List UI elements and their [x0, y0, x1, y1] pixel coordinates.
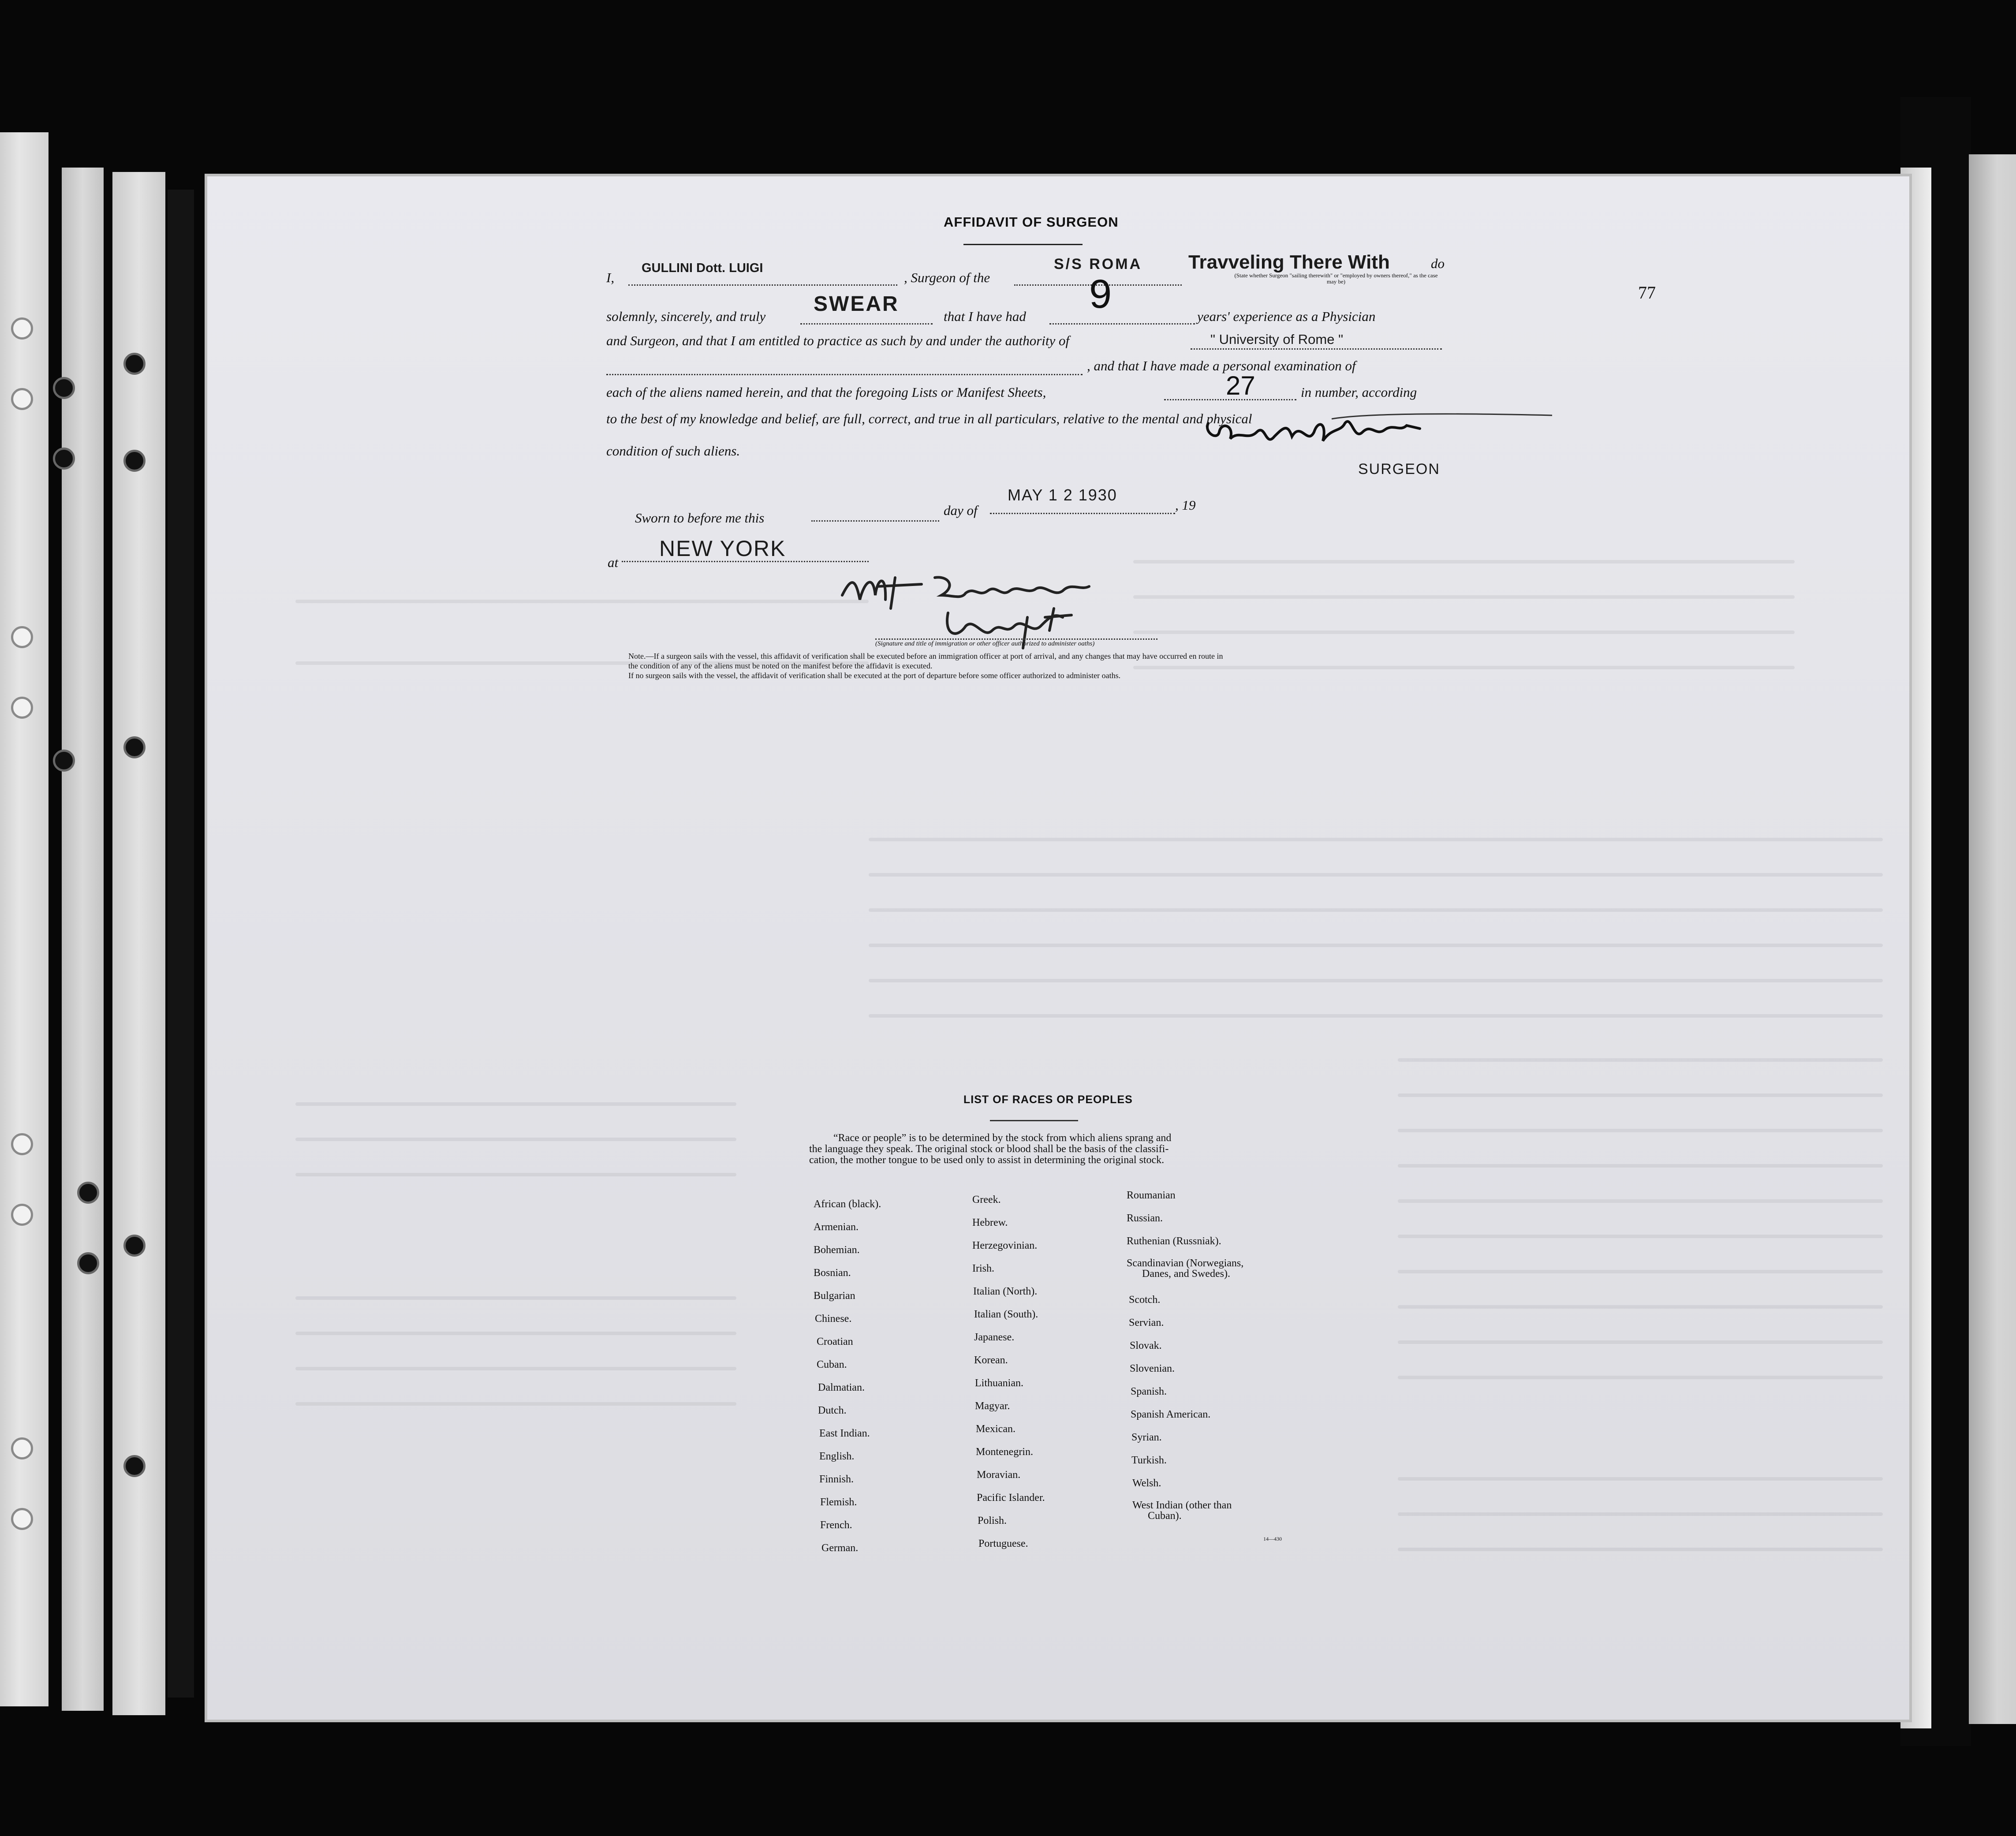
- race-item: Dalmatian.: [818, 1382, 865, 1393]
- punch-hole: [11, 697, 33, 719]
- race-item: Roumanian: [1127, 1190, 1176, 1201]
- years-value: 9: [1089, 272, 1112, 317]
- place-stamp: NEW YORK: [659, 536, 786, 561]
- line1-surgeon-of: , Surgeon of the: [904, 270, 990, 285]
- race-item: Korean.: [974, 1355, 1008, 1366]
- race-item: Japanese.: [974, 1332, 1015, 1343]
- travelling-stamp: Travveling There With: [1188, 251, 1390, 273]
- punch-hole: [11, 1437, 33, 1459]
- surgeon-name-rule: [628, 284, 897, 286]
- manifest-page: [207, 176, 1909, 1720]
- vessel-name: S/S ROMA: [1054, 256, 1142, 272]
- race-item: Cuban).: [1148, 1510, 1182, 1522]
- race-item: Irish.: [972, 1263, 994, 1274]
- race-item: Lithuanian.: [975, 1377, 1023, 1389]
- race-item: Mexican.: [976, 1423, 1015, 1435]
- line7: condition of such aliens.: [606, 443, 740, 459]
- state-whether-note: (State whether Surgeon "sailing therewith" or "employed by owners thereof," as the case may be): [1234, 272, 1438, 285]
- races-intro-3: cation, the mother tongue to be used only to assist in determining the original stock.: [809, 1154, 1165, 1166]
- race-item: Turkish.: [1131, 1455, 1167, 1466]
- race-item: Herzegovinian.: [972, 1240, 1038, 1251]
- note-line3: If no surgeon sails with the vessel, the affidavit of verification shall be executed at the port of departure before some officer authorized to administer oaths.: [628, 671, 1121, 680]
- race-item: West Indian (other than: [1132, 1500, 1232, 1511]
- authority-cont-rule: [606, 374, 1083, 375]
- line2-prefix: solemnly, sincerely, and truly: [606, 309, 766, 324]
- bleed-through-rows: [207, 176, 1909, 1720]
- authority-value: " University of Rome ": [1210, 332, 1344, 347]
- race-item: East Indian.: [819, 1428, 870, 1439]
- race-item: Scotch.: [1129, 1294, 1161, 1306]
- races-title-underline: [990, 1120, 1078, 1121]
- left-page-strip: [62, 168, 104, 1711]
- race-item: Slovak.: [1130, 1340, 1162, 1351]
- race-item: Cuban.: [817, 1359, 847, 1370]
- form-number: 14—430: [1263, 1536, 1282, 1542]
- race-item: Polish.: [978, 1515, 1007, 1526]
- right-page-strip: [1969, 154, 2016, 1724]
- punch-hole: [53, 750, 75, 772]
- swear-rule: [800, 323, 933, 325]
- sworn-month-rule: [990, 513, 1175, 514]
- affidavit-title: AFFIDAVIT OF SURGEON: [944, 214, 1119, 230]
- line2-mid: that I have had: [944, 309, 1026, 324]
- authority-rule: [1191, 348, 1442, 350]
- race-item: Dutch.: [818, 1405, 847, 1416]
- punch-hole: [11, 1508, 33, 1530]
- line5-prefix: each of the aliens named herein, and that the foregoing Lists or Manifest Sheets,: [606, 384, 1046, 400]
- left-page-strip: [112, 172, 165, 1715]
- race-item: Hebrew.: [972, 1217, 1008, 1228]
- punch-hole: [77, 1182, 99, 1204]
- sworn-day-rule: [811, 520, 939, 522]
- note-line1: Note.—If a surgeon sails with the vessel, this affidavit of verification shall be executed before an immigration officer at port of arrival, and any changes that may have occurred en route in: [628, 652, 1223, 661]
- race-item: Chinese.: [815, 1313, 852, 1325]
- punch-hole: [77, 1252, 99, 1274]
- surgeon-name: GULLINI Dott. LUIGI: [642, 261, 763, 275]
- race-item: Greek.: [972, 1194, 1001, 1205]
- race-item: Armenian.: [814, 1221, 859, 1233]
- race-item: Italian (South).: [974, 1309, 1038, 1320]
- title-underline: [963, 244, 1083, 245]
- race-item: Danes, and Swedes).: [1142, 1268, 1230, 1280]
- line1-i: I,: [606, 270, 615, 285]
- race-item: Welsh.: [1132, 1478, 1161, 1489]
- race-item: Montenegrin.: [976, 1446, 1033, 1458]
- page-number: 77: [1638, 283, 1656, 302]
- officer-caption: (Signature and title of immigration or other officer authorized to administer oaths): [875, 640, 1095, 647]
- race-item: Pacific Islander.: [977, 1492, 1045, 1504]
- punch-hole: [11, 1133, 33, 1155]
- race-item: Spanish American.: [1131, 1409, 1211, 1420]
- race-item: Portuguese.: [978, 1538, 1028, 1549]
- sworn-at: at: [608, 555, 619, 570]
- race-item: Russian.: [1127, 1213, 1163, 1224]
- punch-hole: [123, 450, 146, 472]
- surgeon-label: SURGEON: [1358, 461, 1440, 478]
- line1-do: do: [1431, 256, 1445, 271]
- race-item: Magyar.: [975, 1400, 1010, 1412]
- race-item: Ruthenian (Russniak).: [1127, 1235, 1221, 1247]
- note-line2: the condition of any of the aliens must be noted on the manifest before the affidavit is executed.: [628, 661, 933, 670]
- race-item: Servian.: [1129, 1317, 1164, 1328]
- line2-suffix: years' experience as a Physician: [1197, 309, 1376, 324]
- race-item: Spanish.: [1131, 1386, 1167, 1397]
- punch-hole: [11, 626, 33, 648]
- line4-suffix: , and that I have made a personal examination of: [1087, 358, 1356, 373]
- date-stamp: MAY 1 2 1930: [1008, 486, 1117, 504]
- race-item: Syrian.: [1131, 1432, 1162, 1443]
- punch-hole: [53, 448, 75, 470]
- race-item: Finnish.: [819, 1474, 854, 1485]
- race-item: African (black).: [814, 1198, 881, 1210]
- line6: to the best of my knowledge and belief, are full, correct, and true in all particulars, relative to the mental and physical: [606, 411, 1252, 426]
- punch-hole: [123, 736, 146, 758]
- punch-hole: [123, 353, 146, 375]
- sheets-count: 27: [1226, 371, 1255, 400]
- punch-hole: [123, 1455, 146, 1477]
- years-rule: [1049, 323, 1195, 325]
- punch-hole: [11, 317, 33, 340]
- left-page-strip: [0, 132, 49, 1706]
- sworn-day-of: day of: [944, 503, 978, 518]
- race-item: Bosnian.: [814, 1267, 851, 1279]
- sworn-prefix: Sworn to before me this: [635, 510, 765, 526]
- race-item: English.: [819, 1451, 855, 1462]
- race-item: Bohemian.: [814, 1244, 860, 1256]
- punch-hole: [11, 388, 33, 410]
- races-intro-2: the language they speak. The original stock or blood shall be the basis of the classifi-: [809, 1143, 1169, 1155]
- punch-hole: [123, 1235, 146, 1257]
- officer-rule: [875, 638, 1157, 640]
- punch-hole: [11, 1204, 33, 1226]
- race-item: Bulgarian: [814, 1290, 855, 1302]
- line5-suffix: in number, according: [1301, 384, 1417, 400]
- race-item: Italian (North).: [973, 1286, 1038, 1297]
- race-item: Slovenian.: [1130, 1363, 1175, 1374]
- race-item: Moravian.: [977, 1469, 1021, 1481]
- swear-stamp: SWEAR: [814, 292, 899, 316]
- sworn-year: , 19: [1175, 497, 1196, 513]
- race-item: Flemish.: [820, 1496, 857, 1508]
- races-title: LIST OF RACES OR PEOPLES: [963, 1093, 1133, 1106]
- line3-prefix: and Surgeon, and that I am entitled to practice as such by and under the authority of: [606, 333, 1070, 348]
- binding-shadow: [168, 190, 194, 1698]
- race-item: Croatian: [817, 1336, 853, 1347]
- race-item: Scandinavian (Norwegians,: [1127, 1258, 1244, 1269]
- punch-hole: [53, 377, 75, 399]
- race-item: German.: [821, 1542, 859, 1554]
- races-intro-1: “Race or people” is to be determined by the stock from which aliens sprang and: [833, 1132, 1172, 1144]
- race-item: French.: [820, 1519, 852, 1531]
